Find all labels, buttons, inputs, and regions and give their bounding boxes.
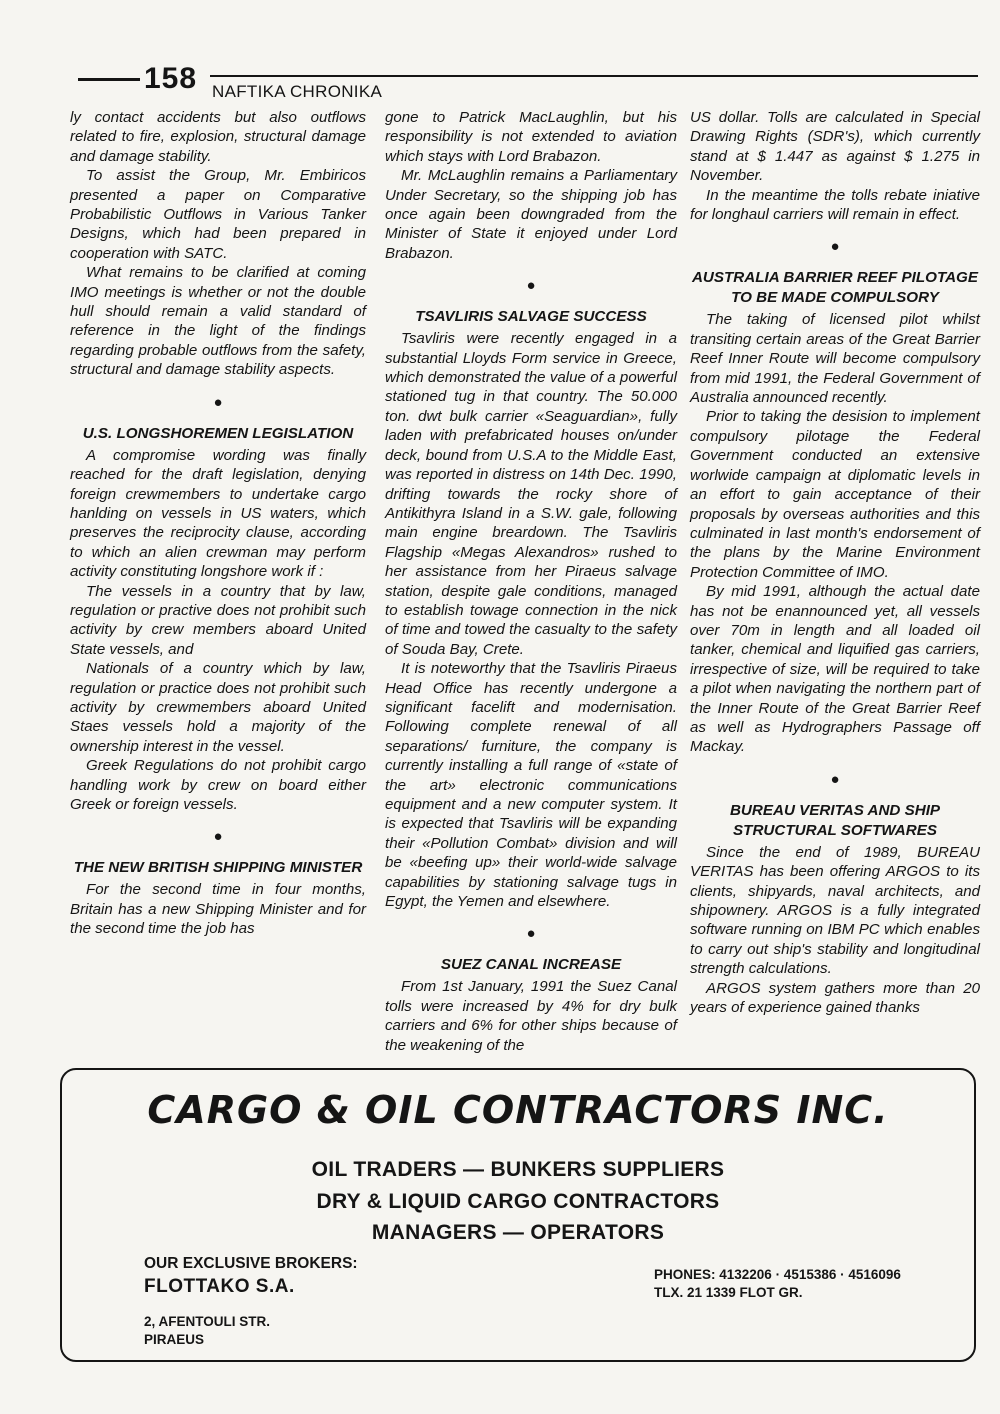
ad-services-line: OIL TRADERS — BUNKERS SUPPLIERS: [311, 1158, 725, 1181]
column-1: [70, 108, 366, 939]
magazine-title: NAFTIKA CHRONIKA: [212, 82, 383, 101]
paragraph: US dollar. Tolls are calculated in Special Drawing Rights (SDR's), which currently stand at $ 1.447 as against $ 1.275 in November.: [690, 109, 980, 185]
heading-tsavliris-salvage: TSAVLIRIS SALVAGE SUCCESS: [415, 308, 647, 326]
paragraph: Mr. McLaughlin remains a Parliamentary Under Secretary, so the shipping job has once again been downgraded from the Minister of State it enjoyed under Lord Brabazon.: [385, 167, 677, 262]
section-bullet: ●: [526, 925, 536, 943]
paragraph: Tsavliris were recently engaged in a substantial Lloyds Form service in Greece, which demonstrated the value of a powerful stationed tug in that country. The 50.000 ton. dwt bulk carrier «Seaguardian», fully laden with prefabricated houses on/under deck, bound from U.S.A to the Middle East, was reported in distress on 14th Dec. 1990, drifting towards the rocky shore of Antikithyra Island in a S.W. gale, following main engine breardown. The Tsavliris Flagship «Megas Alexandros» rushed to her assistance from her Piraeus salvage station, despite gale conditions, managed to establish towage connection in the nick of time and towed the casualty to the safety of Souda Bay, Crete.: [385, 330, 677, 658]
column-2: [385, 108, 677, 1055]
paragraph: What remains to be clarified at coming IMO meetings is whether or not the double hull should remain a valid standard of reference in the light of the findings regarding probable outflows from the safety, structural and damage stability aspects.: [70, 264, 366, 379]
section-bullet: ●: [213, 393, 223, 411]
section-bullet: ●: [213, 828, 223, 846]
header-rule-right: [210, 75, 978, 77]
heading-bureau-veritas: BUREAU VERITAS AND SHIP STRUCTURAL SOFTWARES: [729, 801, 941, 839]
ad-services-line: MANAGERS — OPERATORS: [371, 1221, 665, 1244]
ad-company-name: CARGO & OIL CONTRACTORS INC.: [147, 1088, 889, 1132]
broker-name: FLOTTAKO S.A.: [144, 1276, 295, 1297]
section-bullet: ●: [526, 277, 536, 295]
paragraph: Prior to taking the desision to implement compulsory pilotage the Federal Government conducted an extensive worlwide campaign at diplomatic levels in an effort to gain acceptance of their proposals by overseas authorities and this culminated in last month's endorsement of the plans by the Marine Environment Protection Committee of IMO.: [690, 408, 980, 581]
paragraph: The taking of licensed pilot whilst transiting certain areas of the Great Barrier Reef Inner Route will become compulsory from mid 1991, the Federal Government of Australia announced recently.: [690, 311, 980, 407]
paragraph: For the second time in four months, Britain has a new Shipping Minister and for the second time the job has: [70, 881, 366, 938]
paragraph: Greek Regulations do not prohibit cargo handling work by crew on board either Greek or foreign vessels.: [70, 757, 366, 813]
paragraph: By mid 1991, although the actual date has not be enannounced yet, all vessels over 70m in length and all loaded oil tanker, chemical and liquified gas carriers, irrespective of size, will be required to take a pilot when navigating the northern part of the Inner Route of the Great Barrier Reef as well as Hydrographers Passage off Mackay.: [690, 583, 980, 756]
page-header: [78, 62, 978, 102]
ad-brokers: [144, 1254, 358, 1349]
paragraph: In the meantime the tolls rebate iniative for longhaul carriers will remain in effect.: [690, 186, 980, 224]
page-number: 158: [144, 62, 198, 95]
paragraph: Nationals of a country which by law, regulation or practice does not prohibit such activity by crewmembers aboard United Staes vessels hold a majority of the ownership interest in the vessel.: [70, 660, 366, 755]
advertisement-box: [60, 1068, 976, 1362]
heading-barrier-reef: AUSTRALIA BARRIER REEF PILOTAGE TO BE MADE COMPULSORY: [691, 269, 979, 307]
section-bullet: ●: [830, 238, 840, 256]
paragraph: The vessels in a country that by law, regulation or practive does not prohibit such activity by crew members aboard United State vessels, and: [70, 582, 366, 658]
paragraph: gone to Patrick MacLaughlin, but his responsibility is not extended to aviation which stays with Lord Brabazon.: [385, 109, 677, 165]
header-rule-left: [78, 78, 140, 81]
phone-numbers: PHONES: 4132206 · 4515386 · 4516096: [654, 1267, 901, 1282]
heading-us-longshoremen: U.S. LONGSHOREMEN LEGISLATION: [82, 424, 354, 442]
section-bullet: ●: [830, 770, 840, 788]
ad-services-line: DRY & LIQUID CARGO CONTRACTORS: [316, 1190, 720, 1213]
telex-number: TLX. 21 1339 FLOT GR.: [654, 1285, 803, 1300]
paragraph: Since the end of 1989, BUREAU VERITAS has been offering ARGOS to its clients, shipyards, naval architects, and shipownery. ARGOS is a fully integrated software running on IBM PC which enables to carry out ship's stability and longitudinal strength calculations.: [690, 843, 980, 978]
paragraph: ly contact accidents but also outflows related to fire, explosion, structural damage and damage stability.: [70, 109, 366, 165]
address-line: 2, AFENTOULI STR.: [144, 1314, 271, 1329]
paragraph: To assist the Group, Mr. Embiricos presented a paper on Comparative Probabilistic Outflows in Various Tanker Designs, which had been prepared in cooperation with SATC.: [70, 167, 366, 262]
paragraph: ARGOS system gathers more than 20 years of experience gained thanks: [690, 979, 980, 1017]
broker-address: [144, 1313, 358, 1349]
address-line: PIRAEUS: [144, 1332, 205, 1347]
paragraph: A compromise wording was finally reached for the draft legislation, denying foreign crewmembers to undertake cargo hanlding on vessels in US waters, which preserves the reciprocity clause, according to which an alien crewman may perform activity constituting longshore work if :: [70, 446, 366, 581]
heading-british-shipping-minister: THE NEW BRITISH SHIPPING MINISTER: [73, 859, 363, 877]
brokers-label: OUR EXCLUSIVE BROKERS:: [144, 1255, 358, 1272]
paragraph: From 1st January, 1991 the Suez Canal tolls were increased by 4% for dry bulk carriers and 6% for other ships because of the weakening of the: [385, 978, 677, 1054]
heading-suez-canal: SUEZ CANAL INCREASE: [440, 956, 622, 974]
paragraph: It is noteworthy that the Tsavliris Piraeus Head Office has recently undergone a significant facelift and modernisation. Following complete renewal of all separations/ furniture, the company is currently installing a full range of «state of the art» electronic communications equipment and a new computer system. It is expected that Tsavliris will be expanding their «Pollution Combat» division and will be «beefing up» their world-wide salvage capabilities by stationing salvage tugs in Egypt, the Yemen and elsewhere.: [385, 660, 677, 911]
ad-contact: [654, 1266, 901, 1302]
column-3: [690, 108, 980, 1017]
